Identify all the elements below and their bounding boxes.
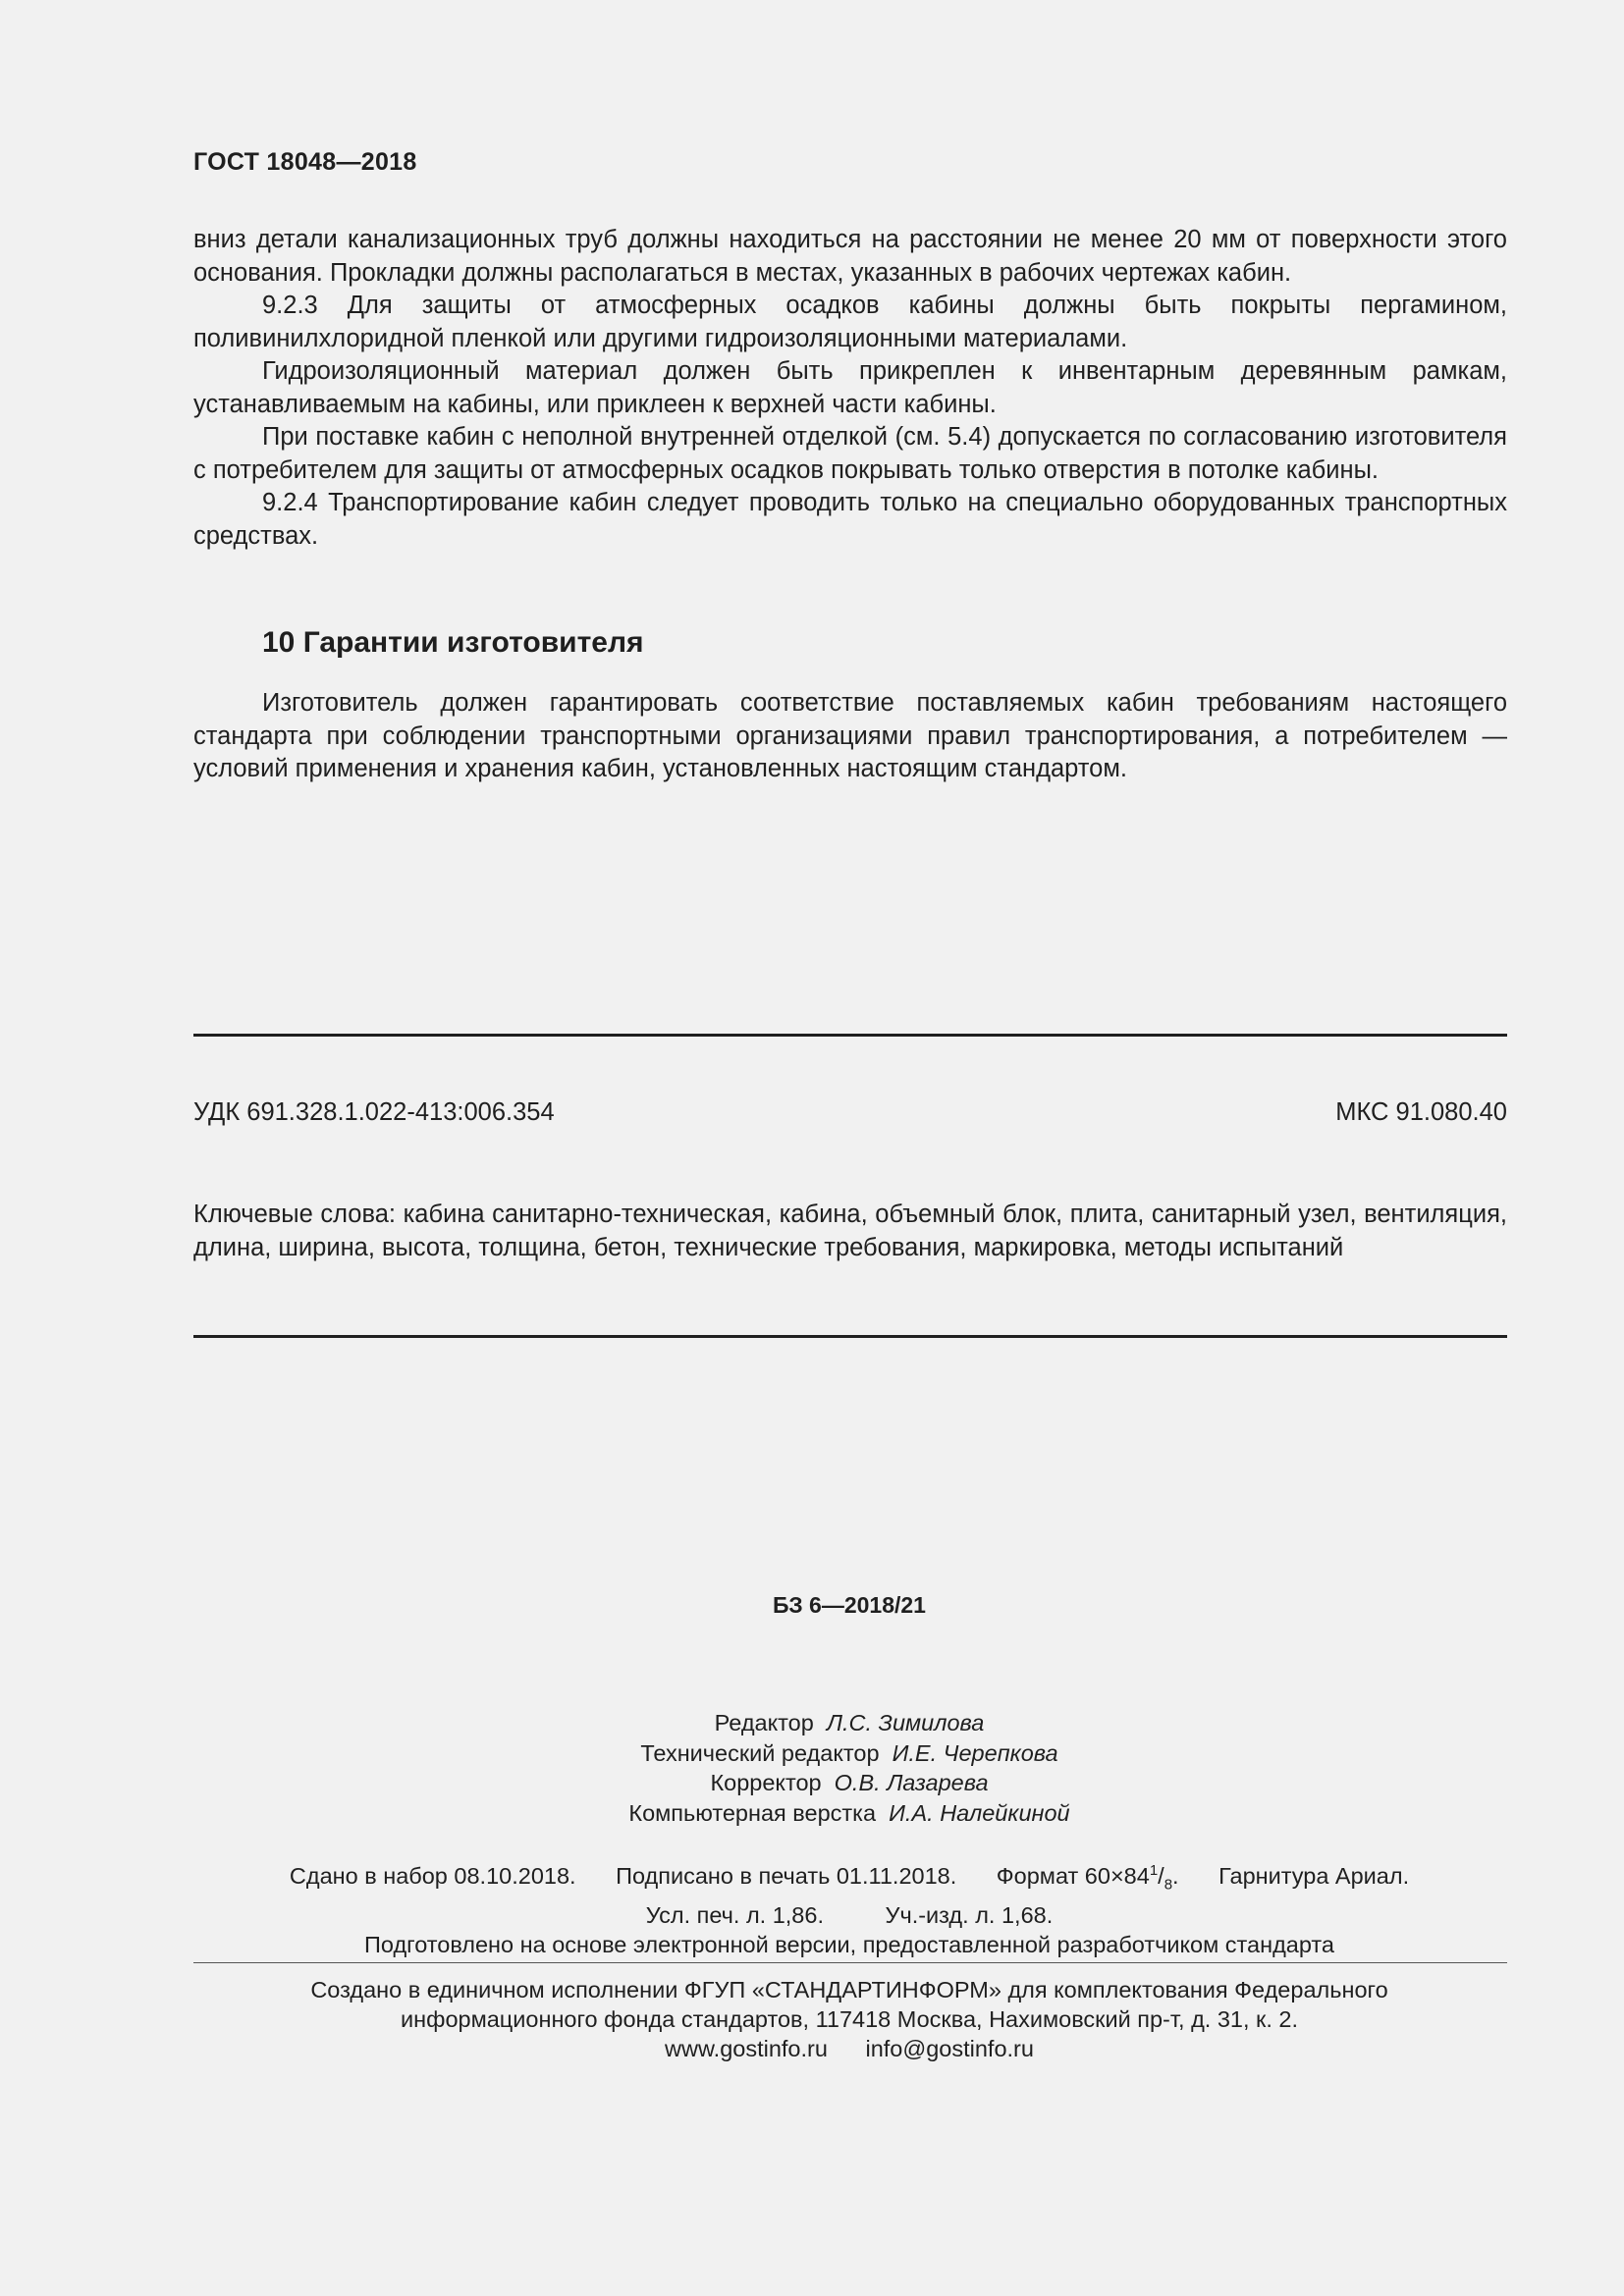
credit-name: О.В. Лазарева (834, 1770, 989, 1795)
credit-label: Корректор (710, 1770, 822, 1795)
credit-label: Редактор (714, 1710, 814, 1735)
divider (193, 1034, 1507, 1037)
paragraph: Гидроизоляционный материал должен быть прикреплен к инвентарным деревянным рамкам, устанавливаемым на кабины, или приклеен к верхней части кабины. (193, 357, 1507, 418)
footer-line: информационного фонда стандартов, 117418 Москва, Нахимовский пр-т, д. 31, к. 2. (401, 2006, 1298, 2032)
footer-line: Создано в единичном исполнении ФГУП «СТАНДАРТИНФОРМ» для комплектования Федерального (310, 1977, 1388, 2002)
usl-pech: Усл. печ. л. 1,86. (645, 1901, 824, 1928)
print-info (0, 1856, 1624, 1959)
document-header: ГОСТ 18048—2018 (193, 148, 417, 176)
divider (193, 1335, 1507, 1338)
signed-date: Подписано в печать 01.11.2018. (616, 1862, 957, 1889)
credit-name: И.Е. Черепкова (892, 1739, 1058, 1766)
credit-label: Технический редактор (640, 1739, 880, 1766)
typeface: Гарнитура Ариал. (1218, 1862, 1410, 1889)
body-text (193, 224, 1507, 553)
mks-code: МКС 91.080.40 (1335, 1098, 1507, 1126)
paragraph: Изготовитель должен гарантировать соответствие поставляемых кабин требованиям настоящего стандарта при соблюдении транспортными организациями правил транспортирования, а потребителем — условий применения и хранения кабин, установленных настоящим стандартом. (193, 689, 1507, 782)
print-line-2 (0, 1900, 1624, 1930)
credit-name: Л.С. Зимилова (826, 1710, 985, 1735)
website-link[interactable]: www.gostinfo.ru (665, 2036, 828, 2061)
footer-contacts (0, 2034, 1624, 2063)
section-title: 10 Гарантии изготовителя (262, 626, 644, 659)
email-link[interactable]: info@gostinfo.ru (865, 2036, 1034, 2061)
section-body (193, 687, 1507, 786)
paragraph: 9.2.4 Транспортирование кабин следует проводить только на специально оборудованных транспортных средствах. (193, 489, 1507, 550)
footer (0, 1975, 1624, 2063)
paragraph: При поставке кабин с неполной внутренней отделкой (см. 5.4) допускается по согласованию изготовителя с потребителем для защиты от атмосферных осадков покрывать только отверстия в потолке кабины. (193, 423, 1507, 484)
divider (193, 1962, 1507, 1963)
uch-izd: Уч.-изд. л. 1,68. (885, 1901, 1054, 1928)
credit-label: Компьютерная верстка (628, 1799, 877, 1826)
keywords: Ключевые слова: кабина санитарно-техническая, кабина, объемный блок, плита, санитарный узел, вентиляция, длина, ширина, высота, толщина, бетон, технические требования, маркировка, методы испытаний (193, 1201, 1507, 1261)
udk-code: УДК 691.328.1.022-413:006.354 (193, 1098, 555, 1126)
print-line-1 (0, 1856, 1624, 1900)
paragraph: вниз детали канализационных труб должны находиться на расстоянии не менее 20 мм от поверхности этого основания. Прокладки должны располагаться в местах, указанных в рабочих чертежах кабин. (193, 226, 1507, 287)
credit-editor (0, 1708, 1624, 1738)
bz-number: БЗ 6—2018/21 (773, 1592, 926, 1618)
credits (0, 1708, 1624, 1828)
credit-corrector (0, 1768, 1624, 1798)
credit-layout (0, 1798, 1624, 1829)
print-format: Формат $60\times 84^1/_8$. (996, 1862, 1179, 1894)
submitted-date: Сдано в набор 08.10.2018. (289, 1862, 576, 1889)
credit-name: И.А. Налейкиной (889, 1799, 1070, 1826)
paragraph: 9.2.3 Для защиты от атмосферных осадков кабины должны быть покрыты пергамином, поливинилхлоридной пленкой или другими гидроизоляционными материалами. (193, 292, 1507, 352)
credit-tech-editor (0, 1738, 1624, 1769)
prepared-note: Подготовлено на основе электронной версии, предоставленной разработчиком стандарта (364, 1931, 1334, 1957)
